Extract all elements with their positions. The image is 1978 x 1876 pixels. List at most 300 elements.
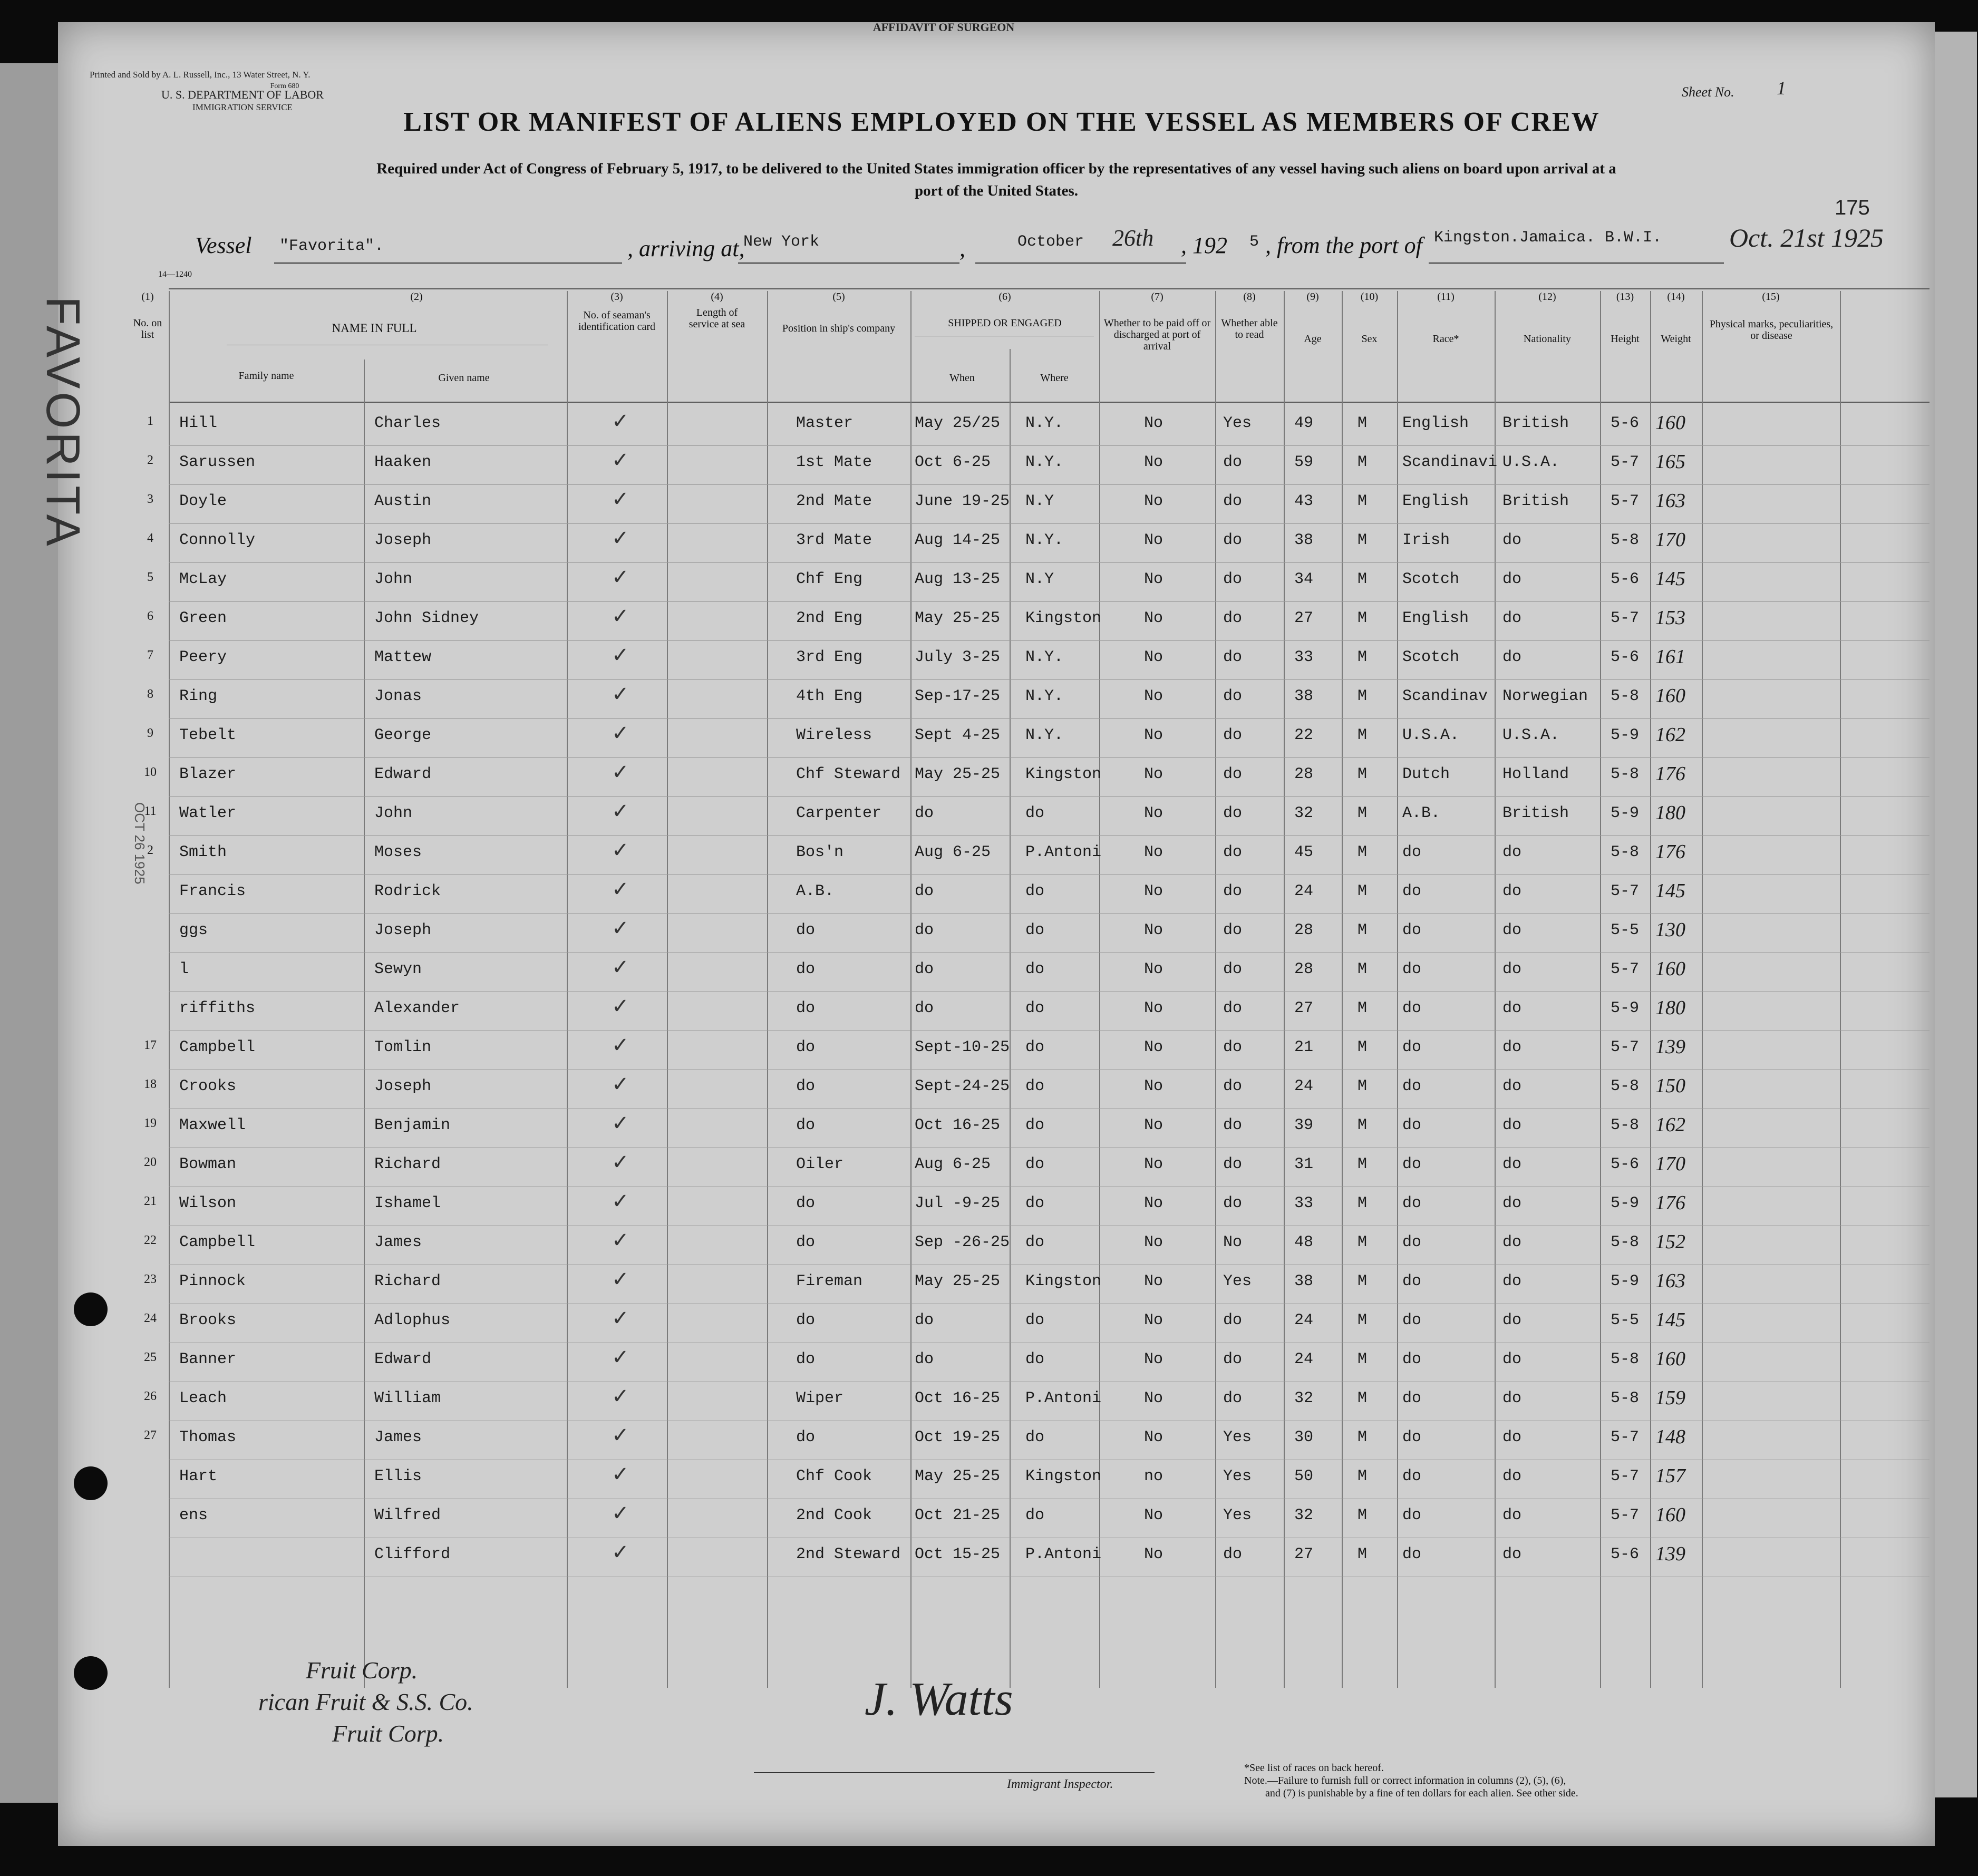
cell-row-number: 11 xyxy=(144,804,157,818)
cell-given-name: Joseph xyxy=(374,921,432,939)
cell-row-number: 5 xyxy=(147,570,153,584)
cell-able-to-read: do xyxy=(1223,453,1243,471)
arrival-day: 26th xyxy=(1112,225,1154,251)
cell-nationality: do xyxy=(1502,609,1522,627)
cell-sex: M xyxy=(1358,1233,1368,1251)
cell-weight: 160 xyxy=(1655,685,1685,707)
cell-engaged-when: Jul -9-25 xyxy=(915,1194,1001,1212)
cell-given-name: John Sidney xyxy=(374,609,479,627)
arrival-port: New York xyxy=(743,233,820,251)
cell-given-name: Edward xyxy=(374,1350,432,1368)
cell-engaged-where: N.Y. xyxy=(1025,414,1064,432)
cell-nationality: do xyxy=(1502,1116,1522,1134)
cell-row-number: 19 xyxy=(144,1116,157,1130)
check-mark-icon: ✓ xyxy=(612,838,629,862)
table-row xyxy=(58,1148,1935,1186)
col8-number: (8) xyxy=(1243,291,1256,303)
col12-number: (12) xyxy=(1538,291,1556,303)
cell-height: 5-7 xyxy=(1611,882,1640,900)
cell-nationality: do xyxy=(1502,531,1522,549)
table-row xyxy=(58,446,1935,484)
check-mark-icon: ✓ xyxy=(612,1423,629,1447)
check-mark-icon: ✓ xyxy=(612,1306,629,1330)
check-mark-icon: ✓ xyxy=(612,448,629,472)
cell-engaged-when: Oct 16-25 xyxy=(915,1116,1001,1134)
cell-weight: 150 xyxy=(1655,1075,1685,1097)
cell-weight: 180 xyxy=(1655,802,1685,824)
cell-engaged-where: do xyxy=(1025,1194,1045,1212)
col3-number: (3) xyxy=(610,291,623,303)
cell-nationality: do xyxy=(1502,999,1522,1017)
cell-ship-position: 4th Eng xyxy=(796,687,863,705)
cell-paid-off: No xyxy=(1144,1155,1163,1173)
cell-nationality: do xyxy=(1502,1545,1522,1563)
cell-sex: M xyxy=(1358,414,1368,432)
cell-family-name: Watler xyxy=(179,804,237,822)
check-mark-icon: ✓ xyxy=(612,565,629,589)
cell-height: 5-9 xyxy=(1611,999,1640,1017)
vessel-underline xyxy=(274,263,622,264)
cell-row-number: 18 xyxy=(144,1077,157,1091)
cell-paid-off: No xyxy=(1144,453,1163,471)
cell-family-name: Doyle xyxy=(179,492,227,510)
cell-weight: 160 xyxy=(1655,958,1685,980)
cell-weight: 160 xyxy=(1655,1504,1685,1526)
cell-age: 32 xyxy=(1294,804,1314,822)
check-mark-icon: ✓ xyxy=(612,1267,629,1291)
from-port-label: , from the port of xyxy=(1265,232,1422,258)
cell-engaged-when: Oct 19-25 xyxy=(915,1428,1001,1446)
footnote-penalty-2: and (7) is punishable by a fine of ten dollars for each alien. See other side. xyxy=(1265,1787,1578,1799)
cell-given-name: Ishamel xyxy=(374,1194,441,1212)
cell-paid-off: No xyxy=(1144,1194,1163,1212)
table-row xyxy=(58,1460,1935,1498)
cell-age: 28 xyxy=(1294,960,1314,978)
cell-sex: M xyxy=(1358,843,1368,861)
col10-header: Sex xyxy=(1361,333,1378,345)
cell-engaged-when: Sept 4-25 xyxy=(915,726,1001,744)
cell-nationality: do xyxy=(1502,843,1522,861)
form-code: 14—1240 xyxy=(158,270,192,279)
cell-race: do xyxy=(1402,1233,1422,1251)
cell-nationality: do xyxy=(1502,1311,1522,1329)
cell-row-number: 3 xyxy=(147,492,153,506)
vessel-label: Vessel xyxy=(195,232,252,258)
cell-race: do xyxy=(1402,921,1422,939)
cell-row-number: 1 xyxy=(147,414,153,428)
cell-height: 5-5 xyxy=(1611,1311,1640,1329)
cell-family-name: Peery xyxy=(179,648,227,666)
cell-engaged-where: do xyxy=(1025,999,1045,1017)
cell-able-to-read: do xyxy=(1223,1389,1243,1407)
cell-age: 48 xyxy=(1294,1233,1314,1251)
check-mark-icon: ✓ xyxy=(612,799,629,823)
cell-given-name: Edward xyxy=(374,765,432,783)
check-mark-icon: ✓ xyxy=(612,721,629,745)
cell-able-to-read: do xyxy=(1223,921,1243,939)
cell-row-number: 23 xyxy=(144,1272,157,1286)
cell-family-name: ggs xyxy=(179,921,208,939)
cell-able-to-read: do xyxy=(1223,531,1243,549)
cell-engaged-when: Aug 6-25 xyxy=(915,1155,991,1173)
cell-ship-position: Wiper xyxy=(796,1389,844,1407)
cell-engaged-where: N.Y. xyxy=(1025,531,1064,549)
cell-sex: M xyxy=(1358,1545,1368,1563)
form-number: Form 680 xyxy=(270,82,299,90)
punch-hole xyxy=(74,1466,108,1500)
cell-height: 5-8 xyxy=(1611,1389,1640,1407)
cell-age: 34 xyxy=(1294,570,1314,588)
col8-header: Whether able to read xyxy=(1221,317,1278,341)
check-mark-icon: ✓ xyxy=(612,1462,629,1486)
cell-age: 32 xyxy=(1294,1506,1314,1524)
cell-age: 28 xyxy=(1294,921,1314,939)
col11-number: (11) xyxy=(1437,291,1455,303)
cell-paid-off: No xyxy=(1144,1233,1163,1251)
cell-height: 5-6 xyxy=(1611,414,1640,432)
cell-given-name: John xyxy=(374,570,413,588)
cell-weight: 165 xyxy=(1655,451,1685,473)
cell-able-to-read: do xyxy=(1223,765,1243,783)
check-mark-icon: ✓ xyxy=(612,760,629,784)
check-mark-icon: ✓ xyxy=(612,1072,629,1096)
cell-age: 24 xyxy=(1294,1077,1314,1095)
cell-ship-position: 2nd Mate xyxy=(796,492,872,510)
cell-engaged-when: do xyxy=(915,960,934,978)
cell-race: do xyxy=(1402,1194,1422,1212)
cell-able-to-read: do xyxy=(1223,1194,1243,1212)
check-mark-icon: ✓ xyxy=(612,1540,629,1564)
company-line-3: Fruit Corp. xyxy=(332,1720,444,1747)
cell-ship-position: do xyxy=(796,921,816,939)
table-row xyxy=(58,1265,1935,1303)
cell-height: 5-6 xyxy=(1611,570,1640,588)
cell-family-name: Bowman xyxy=(179,1155,237,1173)
cell-paid-off: No xyxy=(1144,843,1163,861)
arriving-label: , arriving at, xyxy=(627,236,745,261)
cell-race: do xyxy=(1402,1038,1422,1056)
cell-sex: M xyxy=(1358,765,1368,783)
cell-family-name: McLay xyxy=(179,570,227,588)
cell-height: 5-8 xyxy=(1611,1350,1640,1368)
footnote-races: *See list of races on back hereof. xyxy=(1244,1762,1384,1774)
cell-paid-off: No xyxy=(1144,1311,1163,1329)
cell-height: 5-7 xyxy=(1611,1428,1640,1446)
cell-age: 33 xyxy=(1294,1194,1314,1212)
cell-weight: 163 xyxy=(1655,1270,1685,1292)
cell-able-to-read: do xyxy=(1223,999,1243,1017)
cell-ship-position: 2nd Cook xyxy=(796,1506,872,1524)
cell-row-number: 21 xyxy=(144,1194,157,1208)
table-row xyxy=(58,1382,1935,1420)
check-mark-icon: ✓ xyxy=(612,526,629,550)
cell-given-name: James xyxy=(374,1233,422,1251)
cell-given-name: Sewyn xyxy=(374,960,422,978)
cell-age: 21 xyxy=(1294,1038,1314,1056)
check-mark-icon: ✓ xyxy=(612,994,629,1018)
cell-nationality: British xyxy=(1502,414,1569,432)
cell-family-name: Connolly xyxy=(179,531,256,549)
cell-race: Scotch xyxy=(1402,570,1460,588)
cell-ship-position: do xyxy=(796,1077,816,1095)
table-row xyxy=(58,524,1935,562)
col6-number: (6) xyxy=(998,291,1011,303)
cell-ship-position: do xyxy=(796,1311,816,1329)
cell-height: 5-6 xyxy=(1611,1545,1640,1563)
cell-race: do xyxy=(1402,1545,1422,1563)
col14-number: (14) xyxy=(1667,291,1685,303)
cell-family-name: Sarussen xyxy=(179,453,256,471)
cell-row-number: 7 xyxy=(147,648,153,662)
cell-ship-position: do xyxy=(796,1350,816,1368)
cell-race: do xyxy=(1402,960,1422,978)
comma-separator: , xyxy=(959,236,965,261)
check-mark-icon: ✓ xyxy=(612,1111,629,1135)
cell-engaged-when: do xyxy=(915,1350,934,1368)
cell-height: 5-7 xyxy=(1611,960,1640,978)
col2-number: (2) xyxy=(410,291,423,303)
cell-height: 5-6 xyxy=(1611,1155,1640,1173)
cell-engaged-when: Oct 21-25 xyxy=(915,1506,1001,1524)
cell-engaged-where: N.Y. xyxy=(1025,687,1064,705)
cell-row-number: 25 xyxy=(144,1350,157,1364)
cell-ship-position: 1st Mate xyxy=(796,453,872,471)
cell-engaged-when: June 19-25 xyxy=(915,492,1010,510)
cell-nationality: do xyxy=(1502,921,1522,939)
cell-race: do xyxy=(1402,882,1422,900)
col2-family-header: Family name xyxy=(238,370,294,382)
manifest-title: LIST OR MANIFEST OF ALIENS EMPLOYED ON THE VESSEL AS MEMBERS OF CREW xyxy=(403,107,1600,137)
cell-family-name: ens xyxy=(179,1506,208,1524)
table-row xyxy=(58,1499,1935,1537)
cell-engaged-where: do xyxy=(1025,804,1045,822)
table-top-border xyxy=(169,288,1929,289)
cell-engaged-where: N.Y. xyxy=(1025,726,1064,744)
cell-engaged-when: Oct 16-25 xyxy=(915,1389,1001,1407)
table-row xyxy=(58,1421,1935,1459)
cell-ship-position: do xyxy=(796,1233,816,1251)
cell-ship-position: Wireless xyxy=(796,726,872,744)
cell-engaged-when: Sept-24-25 xyxy=(915,1077,1010,1095)
cell-weight: 139 xyxy=(1655,1036,1685,1058)
col7-number: (7) xyxy=(1151,291,1163,303)
cell-sex: M xyxy=(1358,531,1368,549)
cell-sex: M xyxy=(1358,960,1368,978)
cell-engaged-where: P.Antoni xyxy=(1025,1389,1102,1407)
cell-able-to-read: Yes xyxy=(1223,1506,1252,1524)
cell-family-name: Thomas xyxy=(179,1428,237,1446)
cell-sex: M xyxy=(1358,1155,1368,1173)
cell-able-to-read: do xyxy=(1223,609,1243,627)
cell-race: do xyxy=(1402,1389,1422,1407)
cell-engaged-where: do xyxy=(1025,882,1045,900)
departure-date-handwritten: Oct. 21st 1925 xyxy=(1729,223,1884,252)
cell-race: English xyxy=(1402,609,1469,627)
cell-row-number: 27 xyxy=(144,1428,157,1442)
cell-given-name: Adlophus xyxy=(374,1311,451,1329)
cell-engaged-where: do xyxy=(1025,1233,1045,1251)
table-row xyxy=(58,563,1935,601)
cell-given-name: James xyxy=(374,1428,422,1446)
year-prefix: , 192 xyxy=(1181,232,1227,258)
cell-paid-off: No xyxy=(1144,999,1163,1017)
sheet-number: 1 xyxy=(1777,77,1786,99)
table-row xyxy=(58,1343,1935,1381)
check-mark-icon: ✓ xyxy=(612,487,629,511)
cell-height: 5-7 xyxy=(1611,1038,1640,1056)
table-row xyxy=(58,680,1935,718)
cell-race: do xyxy=(1402,1077,1422,1095)
cell-sex: M xyxy=(1358,882,1368,900)
cell-able-to-read: do xyxy=(1223,1545,1243,1563)
cell-family-name: Blazer xyxy=(179,765,237,783)
cell-paid-off: No xyxy=(1144,1506,1163,1524)
cell-nationality: do xyxy=(1502,1194,1522,1212)
cell-engaged-when: Oct 6-25 xyxy=(915,453,991,471)
cell-age: 49 xyxy=(1294,414,1314,432)
punch-hole xyxy=(74,1656,108,1690)
cell-able-to-read: do xyxy=(1223,687,1243,705)
cell-engaged-where: N.Y. xyxy=(1025,453,1064,471)
table-row xyxy=(58,1109,1935,1147)
cell-age: 27 xyxy=(1294,609,1314,627)
cell-weight: 180 xyxy=(1655,997,1685,1019)
table-row xyxy=(58,1070,1935,1108)
cell-paid-off: No xyxy=(1144,921,1163,939)
cell-engaged-where: do xyxy=(1025,1506,1045,1524)
cell-weight: 139 xyxy=(1655,1543,1685,1565)
check-mark-icon: ✓ xyxy=(612,877,629,901)
cell-engaged-where: N.Y. xyxy=(1025,648,1064,666)
cell-nationality: do xyxy=(1502,1272,1522,1290)
cell-weight: 157 xyxy=(1655,1465,1685,1487)
cell-family-name: Campbell xyxy=(179,1038,256,1056)
cell-sex: M xyxy=(1358,1194,1368,1212)
cell-nationality: do xyxy=(1502,1077,1522,1095)
cell-engaged-where: Kingston xyxy=(1025,1272,1102,1290)
cell-family-name: Wilson xyxy=(179,1194,237,1212)
cell-ship-position: Master xyxy=(796,414,854,432)
check-mark-icon: ✓ xyxy=(612,1384,629,1408)
cell-weight: 159 xyxy=(1655,1387,1685,1409)
cell-given-name: John xyxy=(374,804,413,822)
col5-header: Position in ship's company xyxy=(782,323,896,334)
cell-ship-position: Chf Steward xyxy=(796,765,901,783)
cell-able-to-read: Yes xyxy=(1223,1467,1252,1485)
cell-given-name: Joseph xyxy=(374,1077,432,1095)
cell-weight: 145 xyxy=(1655,568,1685,590)
cell-engaged-where: N.Y xyxy=(1025,492,1054,510)
cell-paid-off: No xyxy=(1144,1350,1163,1368)
cell-given-name: Richard xyxy=(374,1155,441,1173)
cell-paid-off: No xyxy=(1144,1545,1163,1563)
cell-weight: 160 xyxy=(1655,412,1685,434)
cell-paid-off: No xyxy=(1144,609,1163,627)
cell-nationality: British xyxy=(1502,492,1569,510)
cell-sex: M xyxy=(1358,1428,1368,1446)
cell-ship-position: Fireman xyxy=(796,1272,863,1290)
cell-engaged-where: Kingston xyxy=(1025,1467,1102,1485)
cell-paid-off: No xyxy=(1144,1038,1163,1056)
arrival-year: 5 xyxy=(1249,233,1259,251)
cell-sex: M xyxy=(1358,1116,1368,1134)
cell-nationality: U.S.A. xyxy=(1502,726,1560,744)
cell-height: 5-8 xyxy=(1611,531,1640,549)
cell-given-name: Wilfred xyxy=(374,1506,441,1524)
cell-sex: M xyxy=(1358,921,1368,939)
cell-weight: 130 xyxy=(1655,919,1685,941)
check-mark-icon: ✓ xyxy=(612,1228,629,1252)
cell-race: do xyxy=(1402,1272,1422,1290)
cell-sex: M xyxy=(1358,1506,1368,1524)
table-row xyxy=(58,602,1935,640)
cell-engaged-when: do xyxy=(915,921,934,939)
cell-ship-position: A.B. xyxy=(796,882,835,900)
table-row xyxy=(58,953,1935,991)
cell-able-to-read: do xyxy=(1223,726,1243,744)
cell-engaged-when: do xyxy=(915,1311,934,1329)
cell-height: 5-6 xyxy=(1611,648,1640,666)
department-name: U. S. DEPARTMENT OF LABOR xyxy=(161,88,324,101)
cell-height: 5-8 xyxy=(1611,1233,1640,1251)
cell-race: Irish xyxy=(1402,531,1450,549)
col12-header: Nationality xyxy=(1524,333,1571,345)
cell-nationality: Holland xyxy=(1502,765,1569,783)
cell-able-to-read: do xyxy=(1223,1077,1243,1095)
cell-weight: 170 xyxy=(1655,1153,1685,1175)
col10-number: (10) xyxy=(1360,291,1379,303)
cell-height: 5-9 xyxy=(1611,804,1640,822)
table-row xyxy=(58,1031,1935,1069)
table-header-border xyxy=(169,402,1929,403)
cell-given-name: George xyxy=(374,726,432,744)
manifest-sheet xyxy=(36,21,1935,1846)
check-mark-icon: ✓ xyxy=(612,409,629,433)
signature-line xyxy=(754,1772,1155,1773)
cell-nationality: do xyxy=(1502,570,1522,588)
cell-race: Scandinavi xyxy=(1402,453,1498,471)
cell-weight: 145 xyxy=(1655,1309,1685,1331)
inspector-signature: J. Watts xyxy=(865,1673,1013,1725)
cell-paid-off: No xyxy=(1144,414,1163,432)
cell-paid-off: No xyxy=(1144,531,1163,549)
cell-family-name: Tebelt xyxy=(179,726,237,744)
cell-family-name: Brooks xyxy=(179,1311,237,1329)
cell-nationality: do xyxy=(1502,1350,1522,1368)
cell-engaged-where: Kingston xyxy=(1025,609,1102,627)
table-row xyxy=(58,1304,1935,1342)
cell-nationality: do xyxy=(1502,1389,1522,1407)
cell-row-number: 6 xyxy=(147,609,153,623)
cell-engaged-when: Sep-17-25 xyxy=(915,687,1001,705)
cell-row-number: 4 xyxy=(147,531,153,545)
table-row xyxy=(58,992,1935,1030)
cell-able-to-read: do xyxy=(1223,1038,1243,1056)
cell-engaged-when: May 25-25 xyxy=(915,1272,1001,1290)
cell-age: 31 xyxy=(1294,1155,1314,1173)
check-mark-icon: ✓ xyxy=(612,682,629,706)
cell-able-to-read: do xyxy=(1223,492,1243,510)
cell-family-name: l xyxy=(179,960,189,978)
col4-header: Length of service at sea xyxy=(689,307,745,330)
cell-family-name: Leach xyxy=(179,1389,227,1407)
cell-sex: M xyxy=(1358,1311,1368,1329)
cell-age: 24 xyxy=(1294,1350,1314,1368)
cell-race: do xyxy=(1402,1311,1422,1329)
cell-paid-off: No xyxy=(1144,492,1163,510)
table-row xyxy=(58,1226,1935,1264)
col13-header: Height xyxy=(1611,333,1640,345)
